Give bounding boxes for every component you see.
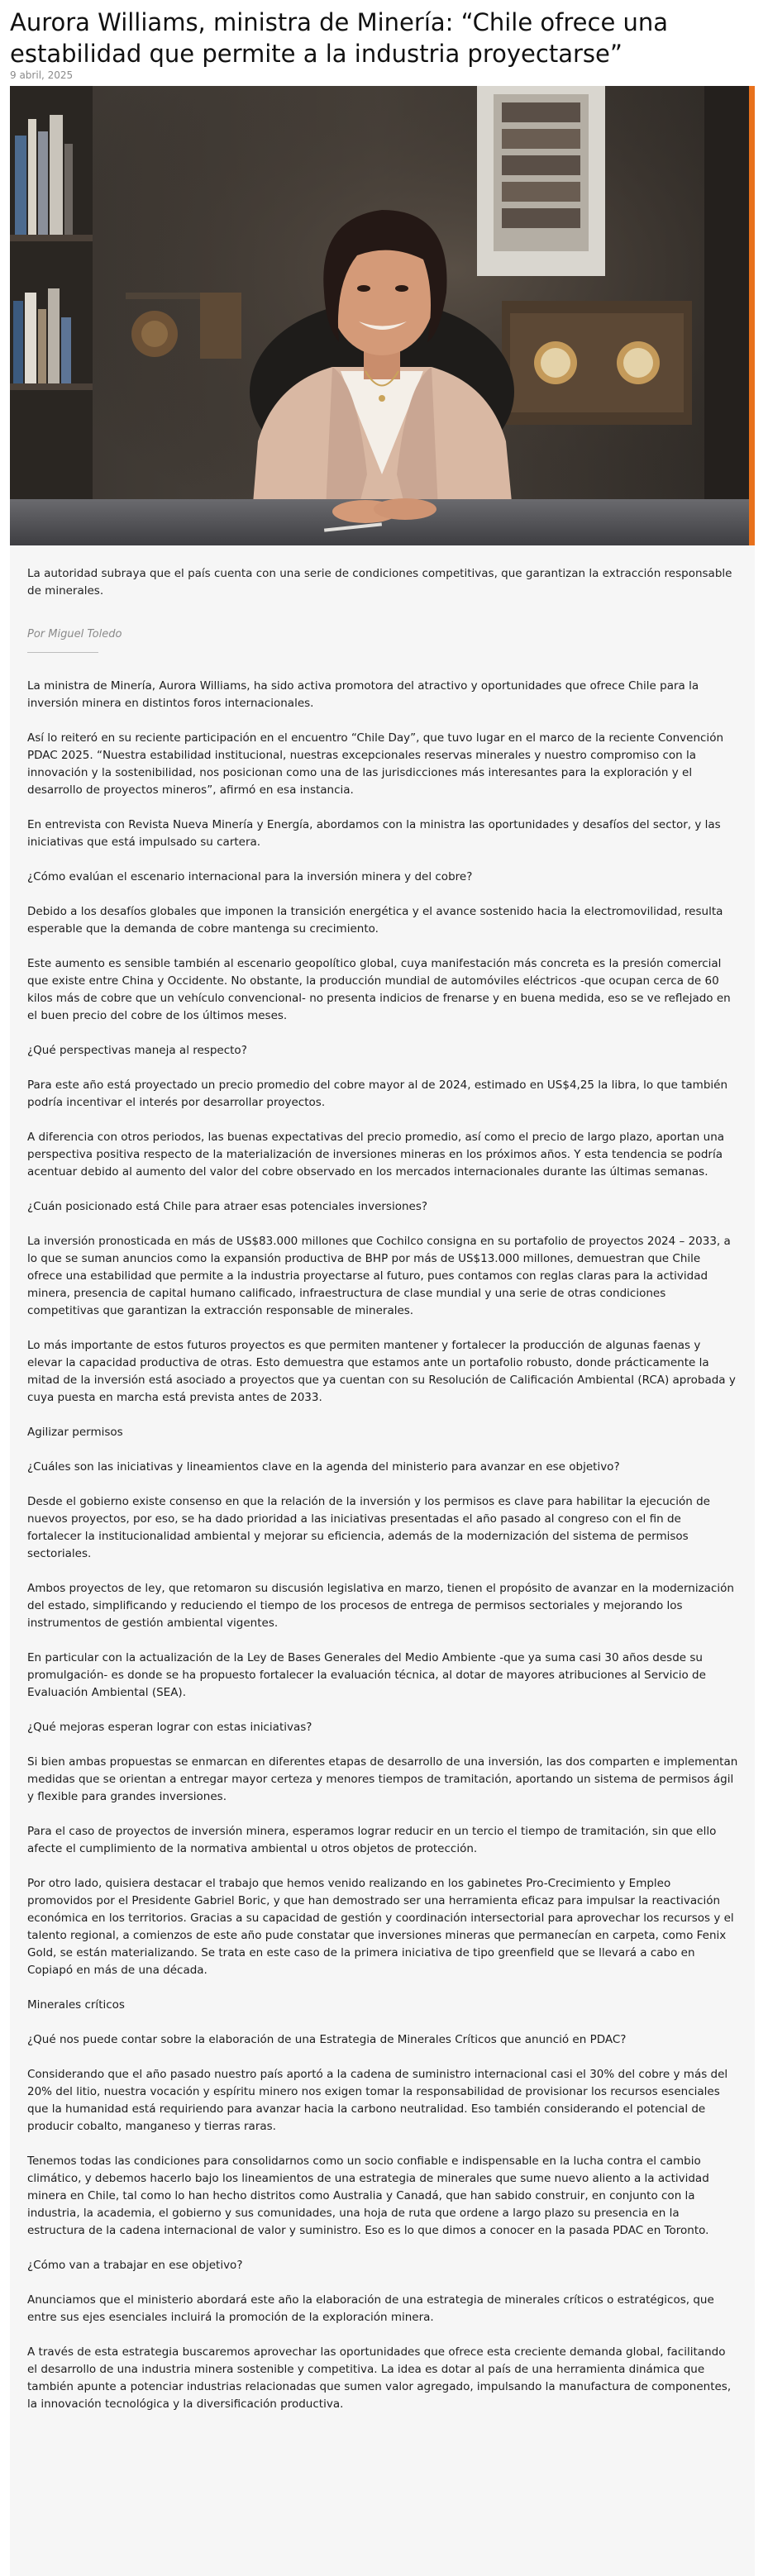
interview-question: ¿Cuán posicionado está Chile para atraer esas potenciales inversiones? bbox=[27, 1200, 428, 1213]
interview-question: ¿Qué perspectivas maneja al respecto? bbox=[27, 1044, 247, 1057]
article-paragraph: Desde el gobierno existe consenso en que la relación de la inversión y los permisos es clave para habilitar la ejecución de nuevos proyectos, por eso, se ha dado prioridad a las iniciativas presentadas el año pasado al congreso con el fin de fortalecer la institucionalidad ambiental y mejorar su eficiencia, además de la modernización del sistema de permisos sectoriales. bbox=[27, 1495, 710, 1560]
article-title: Aurora Williams, ministra de Minería: “Chile ofrece una estabilidad que permite a la industria proyectarse” bbox=[10, 8, 669, 68]
hero-photo bbox=[10, 86, 749, 545]
interview-question: ¿Qué nos puede contar sobre la elaboración de una Estrategia de Minerales Críticos que anunció en PDAC? bbox=[27, 2033, 627, 2046]
article-paragraph: La ministra de Minería, Aurora Williams, ha sido activa promotora del atractivo y oportunidades que ofrece Chile para la inversión minera en distintos foros internacionales. bbox=[27, 679, 699, 710]
accent-bar bbox=[749, 86, 755, 545]
article-paragraph: Por otro lado, quisiera destacar el trabajo que hemos venido realizando en los gabinetes Pro-Crecimiento y Empleo promovidos por el Presidente Gabriel Boric, y que han demostrado ser una herramienta eficaz para impulsar la reactivación económica en los territorios. Gracias a su capacidad de gestión y coordinación intersectorial para aprovechar los recursos y el talento regional, a comienzos de este año pude constatar que inversiones mineras que permanecían en carpeta, como Fenix Gold, se están materializando. Se trata en este caso de la primera iniciativa de tipo greenfield que se llevará a cabo en Copiapó en más de una década. bbox=[27, 1877, 734, 1977]
article-paragraph: Considerando que el año pasado nuestro país aportó a la cadena de suministro internacional casi el 30% del cobre y más del 20% del litio, nuestra vocación y espíritu minero nos exigen tomar la responsabilidad de provisionar los recursos esenciales que la humanidad está requiriendo para avanzar hacia la carbono neutralidad. Eso también considerando el potencial de producir cobalto, manganeso y tierras raras. bbox=[27, 2068, 728, 2133]
article-body bbox=[10, 545, 755, 2576]
article-paragraph: Este aumento es sensible también al escenario geopolítico global, cuya manifestación más concreta es la presión comercial que existe entre China y Occidente. No obstante, la producción mundial de automóviles eléctricos -que ocupan cerca de 60 kilos más de cobre que un vehículo convencional- no presenta indicios de frenarse y en buena medida, eso se ve reflejado en el buen precio del cobre de los últimos meses. bbox=[27, 957, 731, 1022]
article-paragraph: Así lo reiteró en su reciente participación en el encuentro “Chile Day”, que tuvo lugar en el marco de la reciente Convención PDAC 2025. “Nuestra estabilidad institucional, nuestras excepcionales reservas minerales y nuestro compromiso con la innovación y la sostenibilidad, nos posicionan como una de las jurisdicciones más interesantes para la exploración y el desarrollo de proyectos mineros”, afirmó en esa instancia. bbox=[27, 731, 724, 797]
interview-question: ¿Cómo evalúan el escenario internacional para la inversión minera y del cobre? bbox=[27, 870, 473, 883]
article-paragraph: Tenemos todas las condiciones para consolidarnos como un socio confiable e indispensable en la lucha contra el cambio climático, y debemos hacerlo bajo los lineamientos de una estrategia de minerales que sume nuevo aliento a la actividad minera en Chile, tal como lo han hecho distritos como Australia y Canadá, que han sabido construir, en conjunto con la industria, la academia, el gobierno y sus comunidades, una hoja de ruta que ordene a largo plazo su presencia en la estructura de la cadena internacional de valor y suministro. Eso es lo que dimos a conocer en la pasada PDAC en Toronto. bbox=[27, 2155, 709, 2237]
article-paragraph: A través de esta estrategia buscaremos aprovechar las oportunidades que ofrece esta creciente demanda global, facilitando el desarrollo de una industria minera sostenible y competitiva. La idea es dotar al país de una herramienta dinámica que también apunte a potenciar industrias relacionadas que sumen valor agregado, impulsando la manufactura de componentes, la innovación tecnológica y la diversificación productiva. bbox=[27, 2345, 732, 2411]
article-paragraph: Para el caso de proyectos de inversión minera, esperamos lograr reducir en un tercio el tiempo de tramitación, sin que ello afecte el cumplimiento de la normativa ambiental u otros objetos de protección. bbox=[27, 1825, 717, 1855]
article-lead: La autoridad subraya que el país cuenta con una serie de condiciones competitivas, que garantizan la extracción responsable de minerales. bbox=[27, 567, 732, 598]
byline-divider bbox=[27, 652, 98, 653]
section-heading: Agilizar permisos bbox=[27, 1426, 123, 1439]
article-paragraph: Ambos proyectos de ley, que retomaron su discusión legislativa en marzo, tienen el propósito de avanzar en la modernización del estado, simplificando y reduciendo el tiempo de los procesos de entrega de permisos sectoriales y mejorando los instrumentos de gestión ambiental vigentes. bbox=[27, 1582, 734, 1630]
article-paragraph: A diferencia con otros periodos, las buenas expectativas del precio promedio, así como el precio de largo plazo, aportan una perspectiva positiva respecto de la materialización de inversiones mineras en los próximos años. Y esta tendencia se podría acentuar debido al aumento del valor del cobre observado en los mercados internacionales durante las últimas semanas. bbox=[27, 1131, 725, 1178]
article-paragraph: Debido a los desafíos globales que imponen la transición energética y el avance sostenido hacia la electromovilidad, resulta esperable que la demanda de cobre mantenga su crecimiento. bbox=[27, 905, 723, 936]
section-heading: Minerales críticos bbox=[27, 1998, 125, 2012]
interview-question: ¿Cuáles son las iniciativas y lineamientos clave en la agenda del ministerio para avanzar en ese objetivo? bbox=[27, 1460, 620, 1474]
byline: Por Miguel Toledo bbox=[27, 628, 122, 640]
publish-date: 9 abril, 2025 bbox=[10, 69, 74, 81]
interview-question: ¿Qué mejoras esperan lograr con estas iniciativas? bbox=[27, 1721, 312, 1734]
article-paragraph: Si bien ambas propuestas se enmarcan en diferentes etapas de desarrollo de una inversión, las dos comparten e implementan medidas que se orientan a entregar mayor certeza y menores tiempos de tramitación, aportando un sistema de permisos ágil y flexible para grandes inversiones. bbox=[27, 1755, 738, 1803]
article-paragraph: En particular con la actualización de la Ley de Bases Generales del Medio Ambiente -que ya suma casi 30 años desde su promulgación- es donde se ha propuesto fortalecer la evaluación técnica, al dotar de mayores atribuciones al Servicio de Evaluación Ambiental (SEA). bbox=[27, 1651, 706, 1699]
article-paragraph: La inversión pronosticada en más de US$83.000 millones que Cochilco consigna en su portafolio de proyectos 2024 – 2033, a lo que se suman anuncios como la expansión productiva de BHP por más de US$13.000 millones, demuestran que Chile ofrece una estabilidad que permite a la industria proyectarse al futuro, pues contamos con reglas claras para la actividad minera, presencia de capital humano calificado, infraestructura de clase mundial y una serie de otras condiciones competitivas que garantizan la extracción responsable de minerales. bbox=[27, 1235, 731, 1317]
article-content bbox=[27, 565, 738, 2431]
article-paragraphs bbox=[27, 678, 738, 2413]
article-paragraph: Lo más importante de estos futuros proyectos es que permiten mantener y fortalecer la producción de algunas faenas y elevar la capacidad productiva de otras. Esto demuestra que estamos ante un portafolio robusto, donde prácticamente la mitad de la inversión está asociado a proyectos que ya cuentan con su Resolución de Calificación Ambiental (RCA) aprobada y cuya puesta en marcha está prevista antes de 2033. bbox=[27, 1339, 736, 1404]
article-paragraph: En entrevista con Revista Nueva Minería y Energía, abordamos con la ministra las oportunidades y desafíos del sector, y las iniciativas que está impulsado su cartera. bbox=[27, 818, 721, 849]
interview-question: ¿Cómo van a trabajar en ese objetivo? bbox=[27, 2259, 243, 2272]
article-paragraph: Para este año está proyectado un precio promedio del cobre mayor al de 2024, estimado en US$4,25 la libra, lo que también podría incentivar el interés por desarrollar proyectos. bbox=[27, 1078, 728, 1109]
article-paragraph: Anunciamos que el ministerio abordará este año la elaboración de una estrategia de minerales críticos o estratégicos, que entre sus ejes esenciales incluirá la promoción de la exploración minera. bbox=[27, 2293, 714, 2324]
